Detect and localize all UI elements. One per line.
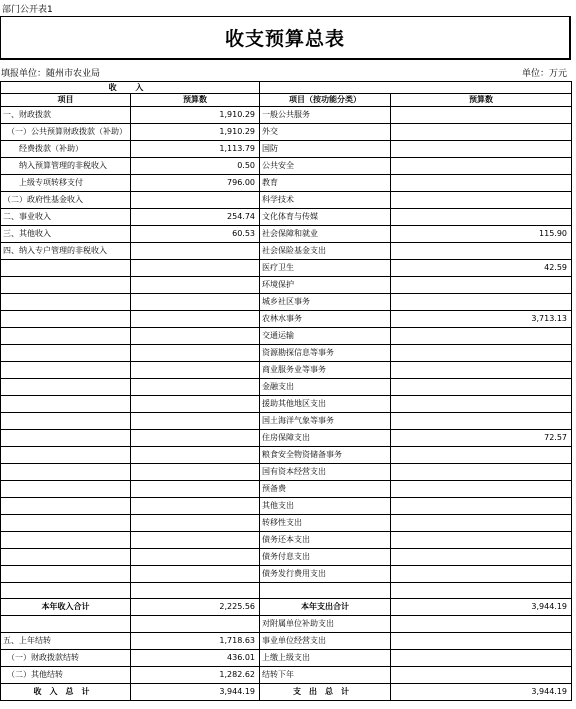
expense-item-cell: 城乡社区事务 bbox=[260, 294, 391, 311]
income-item-cell bbox=[1, 498, 131, 515]
table-row bbox=[1, 260, 572, 277]
income-budget-cell bbox=[131, 447, 260, 464]
income-item-cell: （一）公共预算财政拨款（补助） bbox=[1, 124, 131, 141]
expense-group-header bbox=[260, 82, 572, 94]
income-item-cell: 三、其他收入 bbox=[1, 226, 131, 243]
expense-item-cell: 教育 bbox=[260, 175, 391, 192]
table-row bbox=[1, 124, 572, 141]
budget-table-body bbox=[1, 82, 572, 701]
expense-item-cell: 交通运输 bbox=[260, 328, 391, 345]
total-row bbox=[1, 684, 572, 701]
income-item-cell bbox=[1, 549, 131, 566]
subtotal-row bbox=[1, 599, 572, 616]
expense-item-cell: 医疗卫生 bbox=[260, 260, 391, 277]
expense-total-value: 3,944.19 bbox=[391, 684, 572, 701]
income-item-cell bbox=[1, 294, 131, 311]
table-row bbox=[1, 447, 572, 464]
expense-budget-cell bbox=[391, 413, 572, 430]
header-row-group bbox=[1, 82, 572, 94]
expense-budget-cell bbox=[391, 328, 572, 345]
income-item-cell: 四、纳入专户管理的非税收入 bbox=[1, 243, 131, 260]
expense-item-cell: 结转下年 bbox=[260, 667, 391, 684]
table-row bbox=[1, 583, 572, 599]
income-budget-cell: 60.53 bbox=[131, 226, 260, 243]
expense-item-cell: 资源勘探信息等事务 bbox=[260, 345, 391, 362]
budget-table bbox=[0, 81, 572, 701]
expense-subtotal-value: 3,944.19 bbox=[391, 599, 572, 616]
expense-item-cell: 金融支出 bbox=[260, 379, 391, 396]
expense-budget-cell bbox=[391, 616, 572, 633]
expense-budget-cell: 72.57 bbox=[391, 430, 572, 447]
table-row bbox=[1, 498, 572, 515]
income-budget-cell bbox=[131, 498, 260, 515]
expense-item-cell: 预备费 bbox=[260, 481, 391, 498]
income-budget-cell bbox=[131, 464, 260, 481]
income-budget-cell: 436.01 bbox=[131, 650, 260, 667]
income-budget-cell: 796.00 bbox=[131, 175, 260, 192]
table-row bbox=[1, 209, 572, 226]
income-item-cell bbox=[1, 379, 131, 396]
income-item-header: 项目 bbox=[1, 94, 131, 107]
table-row bbox=[1, 226, 572, 243]
table-row bbox=[1, 158, 572, 175]
expense-subtotal-label: 本年支出合计 bbox=[260, 599, 391, 616]
expense-total-label: 支出总计 bbox=[260, 684, 391, 701]
income-budget-cell bbox=[131, 413, 260, 430]
income-item-cell: （二）其他结转 bbox=[1, 667, 131, 684]
expense-budget-cell bbox=[391, 141, 572, 158]
expense-item-cell: 债务付息支出 bbox=[260, 549, 391, 566]
expense-item-header: 项目（按功能分类） bbox=[260, 94, 391, 107]
table-row bbox=[1, 345, 572, 362]
table-row bbox=[1, 481, 572, 498]
expense-budget-cell: 3,713.13 bbox=[391, 311, 572, 328]
table-row bbox=[1, 294, 572, 311]
income-item-cell bbox=[1, 430, 131, 447]
expense-budget-cell bbox=[391, 345, 572, 362]
income-budget-cell bbox=[131, 311, 260, 328]
income-item-cell: 纳入预算管理的非税收入 bbox=[1, 158, 131, 175]
income-item-cell bbox=[1, 328, 131, 345]
income-budget-cell bbox=[131, 260, 260, 277]
table-row bbox=[1, 362, 572, 379]
expense-budget-cell bbox=[391, 209, 572, 226]
income-item-cell bbox=[1, 345, 131, 362]
income-item-cell bbox=[1, 464, 131, 481]
income-item-cell bbox=[1, 566, 131, 583]
income-budget-cell bbox=[131, 481, 260, 498]
expense-budget-cell bbox=[391, 158, 572, 175]
expense-item-cell: 文化体育与传媒 bbox=[260, 209, 391, 226]
income-budget-cell bbox=[131, 532, 260, 549]
expense-budget-header: 预算数 bbox=[391, 94, 572, 107]
page-title: 收支预算总表 bbox=[224, 28, 345, 50]
expense-item-cell: 住房保障支出 bbox=[260, 430, 391, 447]
income-item-cell: 五、上年结转 bbox=[1, 633, 131, 650]
expense-budget-cell bbox=[391, 396, 572, 413]
income-total-value: 3,944.19 bbox=[131, 684, 260, 701]
income-budget-cell: 1,282.62 bbox=[131, 667, 260, 684]
income-budget-cell bbox=[131, 549, 260, 566]
expense-budget-cell bbox=[391, 175, 572, 192]
income-total-label: 收入总计 bbox=[1, 684, 131, 701]
income-budget-cell: 1,910.29 bbox=[131, 124, 260, 141]
income-budget-cell bbox=[131, 362, 260, 379]
table-row bbox=[1, 532, 572, 549]
income-budget-cell bbox=[131, 277, 260, 294]
table-row bbox=[1, 650, 572, 667]
income-budget-cell bbox=[131, 566, 260, 583]
table-row bbox=[1, 243, 572, 260]
income-item-cell bbox=[1, 532, 131, 549]
table-row bbox=[1, 549, 572, 566]
header-row-columns bbox=[1, 94, 572, 107]
table-row bbox=[1, 328, 572, 345]
expense-item-cell: 外交 bbox=[260, 124, 391, 141]
sheet-label: 部门公开表1 bbox=[2, 5, 53, 15]
table-row bbox=[1, 616, 572, 633]
expense-item-cell bbox=[260, 583, 391, 599]
income-item-cell bbox=[1, 583, 131, 599]
income-item-cell bbox=[1, 515, 131, 532]
reporting-unit: 填报单位：随州市农业局 bbox=[1, 69, 101, 79]
table-row bbox=[1, 379, 572, 396]
expense-item-cell: 援助其他地区支出 bbox=[260, 396, 391, 413]
expense-budget-cell: 115.90 bbox=[391, 226, 572, 243]
expense-budget-cell bbox=[391, 124, 572, 141]
income-budget-cell bbox=[131, 379, 260, 396]
income-item-cell bbox=[1, 260, 131, 277]
expense-budget-cell bbox=[391, 515, 572, 532]
expense-item-cell: 国有资本经营支出 bbox=[260, 464, 391, 481]
expense-budget-cell bbox=[391, 362, 572, 379]
income-budget-cell bbox=[131, 192, 260, 209]
expense-budget-cell bbox=[391, 447, 572, 464]
expense-item-cell: 粮食安全物资储备事务 bbox=[260, 447, 391, 464]
expense-item-cell: 其他支出 bbox=[260, 498, 391, 515]
expense-budget-cell: 42.59 bbox=[391, 260, 572, 277]
expense-item-cell: 上缴上级支出 bbox=[260, 650, 391, 667]
income-subtotal-value: 2,225.56 bbox=[131, 599, 260, 616]
income-item-cell bbox=[1, 481, 131, 498]
income-budget-cell bbox=[131, 243, 260, 260]
income-item-cell: 上级专项转移支付 bbox=[1, 175, 131, 192]
income-budget-cell bbox=[131, 515, 260, 532]
expense-item-cell: 债务还本支出 bbox=[260, 532, 391, 549]
table-row bbox=[1, 141, 572, 158]
expense-budget-cell bbox=[391, 243, 572, 260]
expense-budget-cell bbox=[391, 583, 572, 599]
expense-budget-cell bbox=[391, 379, 572, 396]
table-row bbox=[1, 667, 572, 684]
expense-item-cell: 一般公共服务 bbox=[260, 107, 391, 124]
expense-budget-cell bbox=[391, 566, 572, 583]
expense-budget-cell bbox=[391, 667, 572, 684]
income-budget-cell bbox=[131, 345, 260, 362]
expense-budget-cell bbox=[391, 277, 572, 294]
expense-budget-cell bbox=[391, 498, 572, 515]
income-budget-cell: 1,113.79 bbox=[131, 141, 260, 158]
income-item-cell bbox=[1, 413, 131, 430]
income-item-cell: 二、事业收入 bbox=[1, 209, 131, 226]
income-item-cell: 一、财政拨款 bbox=[1, 107, 131, 124]
expense-budget-cell bbox=[391, 650, 572, 667]
income-item-cell: （一）财政拨款结转 bbox=[1, 650, 131, 667]
title-box bbox=[0, 16, 571, 60]
expense-item-cell: 对附属单位补助支出 bbox=[260, 616, 391, 633]
table-row bbox=[1, 413, 572, 430]
expense-item-cell: 科学技术 bbox=[260, 192, 391, 209]
expense-item-cell: 社会保险基金支出 bbox=[260, 243, 391, 260]
income-group-header: 收 入 bbox=[1, 82, 260, 94]
expense-budget-cell bbox=[391, 464, 572, 481]
expense-budget-cell bbox=[391, 549, 572, 566]
currency-unit: 单位：万元 bbox=[521, 69, 567, 79]
income-budget-header: 预算数 bbox=[131, 94, 260, 107]
income-budget-cell bbox=[131, 430, 260, 447]
expense-budget-cell bbox=[391, 192, 572, 209]
income-budget-cell: 0.50 bbox=[131, 158, 260, 175]
income-budget-cell: 254.74 bbox=[131, 209, 260, 226]
expense-item-cell: 国土海洋气象等事务 bbox=[260, 413, 391, 430]
meta-row bbox=[0, 66, 571, 80]
expense-budget-cell bbox=[391, 532, 572, 549]
table-row bbox=[1, 515, 572, 532]
expense-item-cell: 公共安全 bbox=[260, 158, 391, 175]
table-row bbox=[1, 396, 572, 413]
income-budget-cell: 1,910.29 bbox=[131, 107, 260, 124]
income-budget-cell bbox=[131, 583, 260, 599]
income-item-cell bbox=[1, 277, 131, 294]
expense-item-cell: 社会保障和就业 bbox=[260, 226, 391, 243]
income-item-cell bbox=[1, 447, 131, 464]
table-row bbox=[1, 566, 572, 583]
expense-budget-cell bbox=[391, 294, 572, 311]
expense-budget-cell bbox=[391, 107, 572, 124]
expense-item-cell: 债务发行费用支出 bbox=[260, 566, 391, 583]
income-budget-cell bbox=[131, 294, 260, 311]
income-budget-cell bbox=[131, 328, 260, 345]
table-row bbox=[1, 277, 572, 294]
expense-item-cell: 环境保护 bbox=[260, 277, 391, 294]
table-row bbox=[1, 192, 572, 209]
table-row bbox=[1, 107, 572, 124]
income-item-cell: 经费拨款（补助） bbox=[1, 141, 131, 158]
table-row bbox=[1, 633, 572, 650]
income-item-cell bbox=[1, 396, 131, 413]
table-row bbox=[1, 175, 572, 192]
income-item-cell bbox=[1, 362, 131, 379]
income-item-cell bbox=[1, 311, 131, 328]
expense-item-cell: 转移性支出 bbox=[260, 515, 391, 532]
expense-budget-cell bbox=[391, 633, 572, 650]
expense-item-cell: 事业单位经营支出 bbox=[260, 633, 391, 650]
table-row bbox=[1, 464, 572, 481]
expense-item-cell: 国防 bbox=[260, 141, 391, 158]
income-budget-cell: 1,718.63 bbox=[131, 633, 260, 650]
table-row bbox=[1, 311, 572, 328]
income-budget-cell bbox=[131, 396, 260, 413]
table-row bbox=[1, 430, 572, 447]
income-item-cell: （二）政府性基金收入 bbox=[1, 192, 131, 209]
expense-budget-cell bbox=[391, 481, 572, 498]
income-subtotal-label: 本年收入合计 bbox=[1, 599, 131, 616]
expense-item-cell: 农林水事务 bbox=[260, 311, 391, 328]
income-budget-cell bbox=[131, 616, 260, 633]
income-item-cell bbox=[1, 616, 131, 633]
expense-item-cell: 商业服务业等事务 bbox=[260, 362, 391, 379]
